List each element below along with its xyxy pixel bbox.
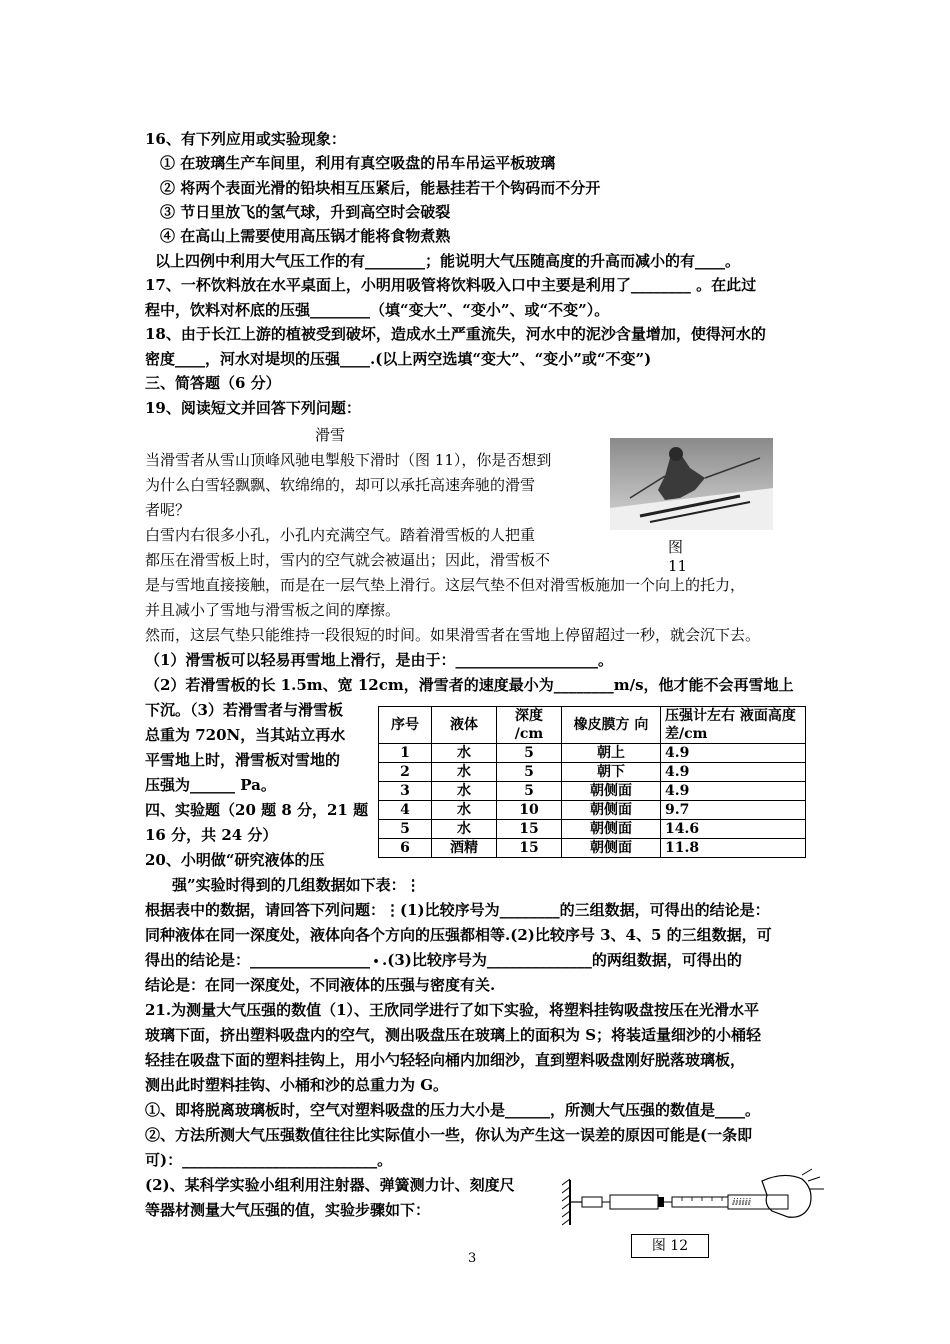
q21-line-5: ①、即将脱离玻璃板时，空气对塑料吸盘的压力大小是______，所测大气压强的数值是____。 <box>145 1101 761 1119</box>
table-cell: 4.9 <box>661 744 806 763</box>
header-seq: 序号 <box>379 707 432 744</box>
q20-line-3: 根据表中的数据，请回答下列问题：⋮(1)比较序号为________的三组数据，可得出的结论是： <box>145 901 770 919</box>
table-cell: 2 <box>379 763 432 782</box>
essay-p1-line-1: 当滑雪者从雪山顶峰风驰电掣般下滑时（图 11），你是否想到 <box>145 451 552 469</box>
q16-question: 以上四例中利用大气压工作的有________；能说明大气压随高度的升高而减小的有____。 <box>155 252 741 270</box>
q18-line-2: 密度____，河水对堤坝的压强____.(以上两空选填“变大”、“变小”或“不变”) <box>145 350 652 368</box>
table-cell: 5 <box>497 744 562 763</box>
q21-line-6: ②、方法所测大气压强数值往往比实际值小一些，你认为产生这一误差的原因可能是(一条即 <box>145 1126 753 1144</box>
q19-sub-2: （2）若滑雪板的长 1.5m、宽 12cm，滑雪者的速度最小为________m/s，他才能不会再雪地上 <box>145 676 794 694</box>
q21-line-4: 测出此时塑料挂钩、小桶和沙的总重力为 G。 <box>145 1076 449 1094</box>
table-cell: 水 <box>432 744 497 763</box>
table-cell: 朝下 <box>562 763 661 782</box>
essay-p1-line-2: 为什么白雪轻飘飘、软绵绵的，却可以承托高速奔驰的滑雪 <box>145 476 536 494</box>
table-cell: 4.9 <box>661 763 806 782</box>
table-cell: 水 <box>432 820 497 839</box>
table-cell: 4 <box>379 801 432 820</box>
liquid-pressure-table <box>378 706 806 858</box>
table-cell: 15 <box>497 839 562 858</box>
section-4-heading-line-1: 四、实验题（20 题 8 分，21 题 <box>145 801 369 819</box>
q20-line-2: 强”实验时得到的几组数据如下表：⋮ <box>172 876 421 894</box>
essay-title: 滑雪 <box>315 426 346 444</box>
essay-p1-line-3: 者呢？ <box>145 501 191 519</box>
table-cell: 10 <box>497 801 562 820</box>
table-cell: 水 <box>432 801 497 820</box>
q20-line-4: 同种液体在同一深度处，液体向各个方向的压强都相等.(2)比较序号 3、4、5 的三组数据，可 <box>145 926 772 944</box>
gauge-scale-text: ⅈⅈⅈⅈⅈⅈ <box>732 1198 751 1208</box>
skier-photo <box>610 438 773 530</box>
table-cell: 3 <box>379 782 432 801</box>
q20-line-1: 20、小明做“研究液体的压 <box>145 851 325 869</box>
table-cell: 14.6 <box>661 820 806 839</box>
q19-sub-1: （1）滑雪板可以轻易再雪地上滑行，是由于：___________________。 <box>145 651 613 669</box>
syringe-apparatus-figure <box>562 1165 827 1235</box>
essay-p2-line-4: 并且减小了雪地与滑雪板之间的摩擦。 <box>145 601 401 619</box>
table-cell: 11.8 <box>661 839 806 858</box>
header-height-difference: 压强计左右 液面高度差/cm <box>661 707 806 744</box>
section-4-heading-line-2: 16 分，共 24 分） <box>145 826 278 844</box>
q17-line-2: 程中，饮料对杯底的压强________（填“变大”、“变小”、或“不变”）。 <box>145 301 610 319</box>
table-row <box>379 820 806 839</box>
table-cell: 朝侧面 <box>562 839 661 858</box>
mouse-icon: • <box>372 955 380 968</box>
q21-line-3: 轻挂在吸盘下面的塑料挂钩上，用小勺轻轻向桶内加细沙，直到塑料吸盘刚好脱落玻璃板， <box>145 1051 746 1069</box>
q17-line-1: 17、一杯饮料放在水平桌面上，小明用吸管将饮料吸入口中主要是利用了________ 。在此过 <box>145 276 757 294</box>
table-cell: 朝侧面 <box>562 820 661 839</box>
table-row <box>379 782 806 801</box>
q19-title: 19、阅读短文并回答下列问题： <box>145 399 361 417</box>
header-membrane-direction: 橡皮膜方 向 <box>562 707 661 744</box>
table-cell: 9.7 <box>661 801 806 820</box>
table-cell: 水 <box>432 782 497 801</box>
fig12-caption: 图 12 <box>631 1234 709 1258</box>
fig11-label-1: 图 <box>668 538 684 556</box>
table-cell: 水 <box>432 763 497 782</box>
fig11-label-2: 11 <box>668 557 688 575</box>
table-cell: 5 <box>497 782 562 801</box>
table-header-row <box>379 707 806 744</box>
q20-line-5-a: 得出的结论是：________________ <box>145 951 371 969</box>
essay-p2-line-3: 是与雪地直接接触，而是在一层气垫上滑行。这层气垫不但对滑雪板施加一个向上的托力， <box>145 576 746 594</box>
table-cell: 5 <box>497 763 562 782</box>
q16-item-3: ③ 节日里放飞的氢气球，升到高空时会破裂 <box>160 203 451 221</box>
q16-title: 16、有下列应用或实验现象： <box>145 130 346 148</box>
section-3-heading: 三、简答题（6 分） <box>145 374 281 392</box>
q19-sub-3-line-2: 总重为 720N，当其站立再水 <box>145 726 346 744</box>
q18-line-1: 18、由于长江上游的植被受到破坏，造成水土严重流失，河水中的泥沙含量增加，使得河水的 <box>145 325 766 343</box>
essay-p2-line-1: 白雪内右很多小孔，小孔内充满空气。踏着滑雪板的人把重 <box>145 526 536 544</box>
q20-line-5-b: .(3)比较序号为______________的两组数据，可得出的 <box>382 951 742 969</box>
q19-sub-3-line-1: 下沉。（3）若滑雪者与滑雪板 <box>145 701 343 719</box>
table-cell: 酒精 <box>432 839 497 858</box>
table-cell: 6 <box>379 839 432 858</box>
table-row <box>379 801 806 820</box>
essay-p3: 然而，这层气垫只能维持一段很短的时间。如果滑雪者在雪地上停留超过一秒，就会沉下去。 <box>145 626 761 644</box>
q21-line-2: 玻璃下面，挤出塑料吸盘内的空气，测出吸盘压在玻璃上的面积为 S；将装适量细沙的小桶轻 <box>145 1026 762 1044</box>
table-cell: 1 <box>379 744 432 763</box>
essay-p2-line-2: 都压在滑雪板上时，雪内的空气就会被逼出；因此，滑雪板不 <box>145 551 551 569</box>
table-cell: 4.9 <box>661 782 806 801</box>
header-depth: 深度 /cm <box>497 707 562 744</box>
q20-line-5 <box>145 949 742 973</box>
table-cell: 朝侧面 <box>562 782 661 801</box>
q16-item-2: ② 将两个表面光滑的铅块相互压紧后，能悬挂若干个钩码而不分开 <box>160 179 601 197</box>
table-row <box>379 744 806 763</box>
header-liquid: 液体 <box>432 707 497 744</box>
table-cell: 朝侧面 <box>562 801 661 820</box>
table-cell: 朝上 <box>562 744 661 763</box>
table-row <box>379 763 806 782</box>
table-cell: 5 <box>379 820 432 839</box>
q16-item-1: ① 在玻璃生产车间里，利用有真空吸盘的吊车吊运平板玻璃 <box>160 154 556 172</box>
q19-sub-3-line-4: 压强为______ Pa。 <box>145 776 276 794</box>
q21-line-9: 等器材测量大气压强的值，实验步骤如下： <box>145 1201 431 1219</box>
table-cell: 15 <box>497 820 562 839</box>
q20-line-6: 结论是：在同一深度处，不同液体的压强与密度有关. <box>145 976 496 994</box>
q21-line-7: 可)：__________________________。 <box>145 1151 393 1169</box>
page-number: 3 <box>468 1251 477 1266</box>
table-row <box>379 839 806 858</box>
q16-item-4: ④ 在高山上需要使用高压锅才能将食物煮熟 <box>160 227 451 245</box>
q21-line-1: 21.为测量大气压强的数值（1）、王欣同学进行了如下实验，将塑料挂钩吸盘按压在光滑水平 <box>145 1001 760 1019</box>
q19-sub-3-line-3: 平雪地上时，滑雪板对雪地的 <box>145 751 341 769</box>
q21-line-8: (2)、某科学实验小组利用注射器、弹簧测力计、刻度尺 <box>145 1176 515 1194</box>
